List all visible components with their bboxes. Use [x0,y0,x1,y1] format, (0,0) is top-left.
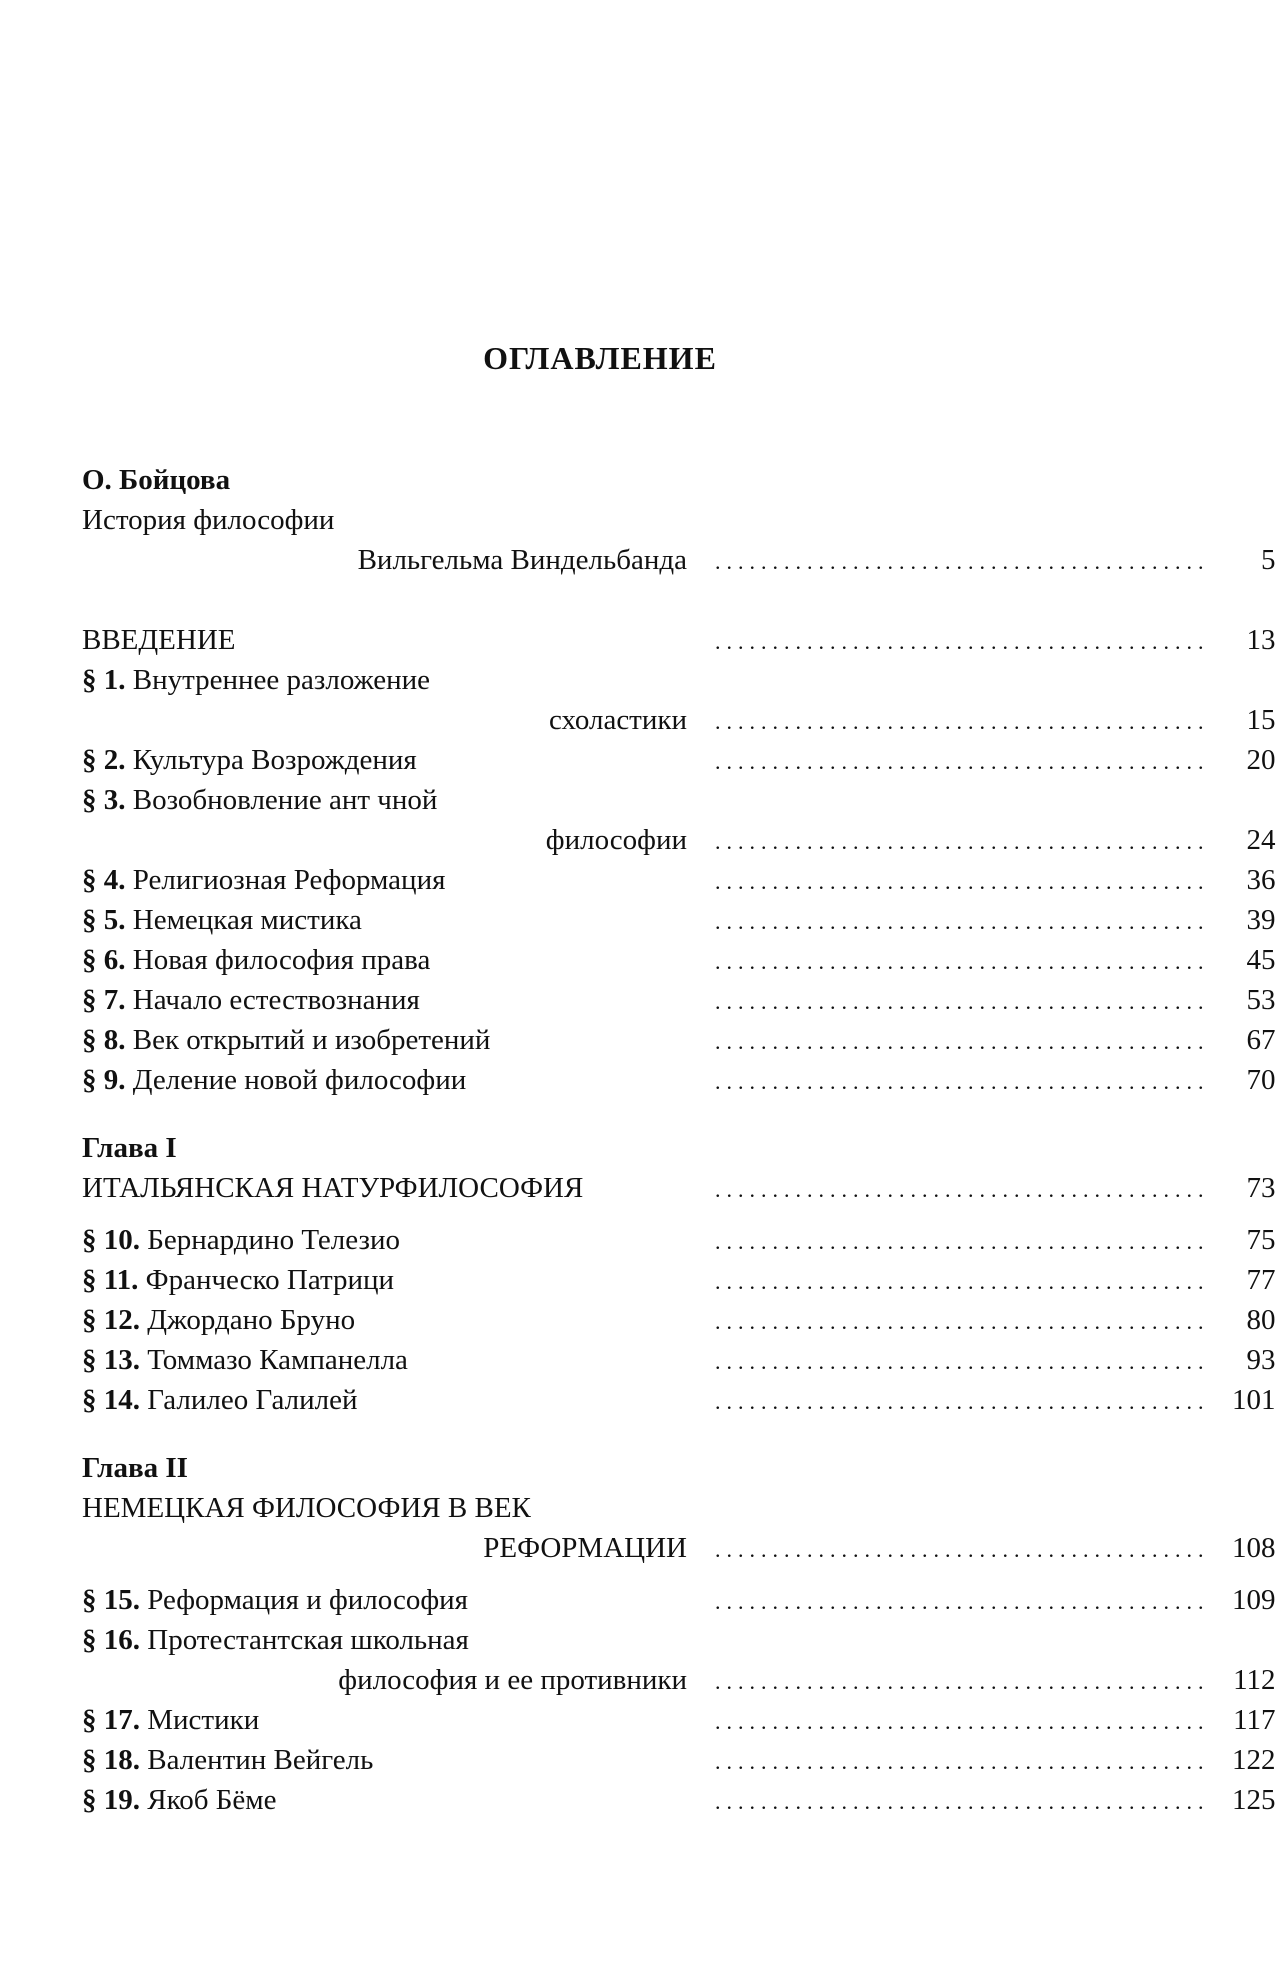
page-number: 77 [1246,1264,1276,1296]
toc-section-continuation[interactable] [82,700,1276,740]
section-number: § 10. [82,1224,140,1256]
toc-section-entry[interactable] [82,1780,1276,1820]
section-title [82,1740,687,1780]
chapter-2-sections [82,1580,1276,1820]
section-number: § 2. [82,744,126,776]
dot-leader: ........................................... [715,1029,1210,1054]
section-title-text: Реформация и философия [147,1584,469,1616]
chapter-2-title-text2: РЕФОРМАЦИИ [483,1532,687,1564]
chapter-label-text: Глава II [82,1452,188,1484]
section-title [82,1700,687,1740]
section-title [82,1260,687,1300]
toc-section-entry[interactable] [82,1260,1276,1300]
section-number: § 18. [82,1744,140,1776]
section-title-text: Немецкая мистика [132,904,362,936]
dot-leader: ........................................... [715,829,1210,854]
section-number: § 15. [82,1584,140,1616]
section-title-text: Мистики [147,1704,260,1736]
spacer [82,580,1115,620]
page-title: ОГЛАВЛЕНИЕ [483,340,717,376]
toc-section-entry[interactable] [82,780,1115,820]
dot-leader: ........................................... [715,549,1210,574]
page-number: 53 [1246,984,1276,1016]
page-number: 117 [1233,1704,1276,1736]
dot-leader: ........................................... [715,909,1210,934]
section-title [82,940,687,980]
section-title-continuation: схоластики [548,704,687,736]
introduction-entry[interactable] [82,620,1276,660]
section-title [82,1340,687,1380]
dot-leader: ........................................... [715,989,1210,1014]
page-number: 70 [1246,1064,1276,1096]
section-title [82,780,687,820]
toc-section-entry[interactable] [82,1300,1276,1340]
section-number: § 9. [82,1064,126,1096]
page-number: 75 [1246,1224,1276,1256]
chapter-label-text: Глава I [82,1132,177,1164]
toc-section-entry[interactable] [82,1020,1276,1060]
section-number: § 7. [82,984,126,1016]
dot-leader: ........................................... [715,1349,1210,1374]
page-number: 39 [1246,904,1276,936]
toc-section-entry[interactable] [82,860,1276,900]
section-number: § 16. [82,1624,140,1656]
chapter-1-title: ИТАЛЬЯНСКАЯ НАТУРФИЛОСОФИЯ [82,1172,584,1204]
toc-section-entry[interactable] [82,660,1115,700]
section-title-text: Якоб Бёме [147,1784,277,1816]
section-number: § 19. [82,1784,140,1816]
toc-section-entry[interactable] [82,1620,1115,1660]
toc-section-continuation[interactable] [82,820,1276,860]
intro-title-text2: Вильгельма Виндельбанда [357,544,687,576]
dot-leader: ........................................... [715,1229,1210,1254]
toc-section-entry[interactable] [82,1220,1276,1260]
section-title [82,1060,687,1100]
dot-leader: ........................................... [715,709,1210,734]
section-title [82,1020,687,1060]
chapter-2-entry[interactable] [82,1528,1276,1568]
section-number: § 17. [82,1704,140,1736]
dot-leader: ........................................... [715,1589,1210,1614]
page-number: 101 [1232,1384,1276,1416]
section-title-text: Начало естествознания [132,984,420,1016]
section-title [82,860,687,900]
chapter-1-sections [82,1220,1276,1420]
introduction-title: ВВЕДЕНИЕ [82,624,236,656]
section-title [82,660,687,700]
page-number: 80 [1246,1304,1276,1336]
dot-leader: ........................................... [715,1669,1210,1694]
section-title-text: Новая философия права [132,944,431,976]
section-title [82,1620,687,1660]
toc-section-entry[interactable] [82,1340,1276,1380]
section-title [82,1380,687,1420]
section-title [82,1580,687,1620]
section-title-text: Возобновление ант чной [132,784,438,816]
toc-section-entry[interactable] [82,940,1276,980]
page-number: 13 [1246,624,1276,656]
page-number: 15 [1246,704,1276,736]
chapter-2-title-line1 [82,1488,1115,1528]
dot-leader: ........................................... [715,1709,1210,1734]
intro-entry[interactable] [82,540,1276,580]
page-number: 20 [1246,744,1276,776]
dot-leader: ........................................... [715,949,1210,974]
dot-leader: ........................................... [715,629,1210,654]
toc-section-entry[interactable] [82,1060,1276,1100]
dot-leader: ........................................... [715,1389,1210,1414]
page-number: 109 [1232,1584,1276,1616]
page-number: 45 [1246,944,1276,976]
section-title [82,740,687,780]
toc-section-continuation[interactable] [82,1660,1276,1700]
section-title-text: Франческо Патрици [145,1264,395,1296]
toc-section-entry[interactable] [82,1380,1276,1420]
section-number: § 6. [82,944,126,976]
section-number: § 5. [82,904,126,936]
section-number: § 12. [82,1304,140,1336]
dot-leader: ........................................... [715,1177,1210,1202]
page-number: 36 [1246,864,1276,896]
section-title [82,1300,687,1340]
toc-section-entry[interactable] [82,1700,1276,1740]
section-title-text: Деление новой философии [132,1064,467,1096]
page-number: 93 [1246,1344,1276,1376]
section-number: § 4. [82,864,126,896]
section-title [82,1220,687,1260]
dot-leader: ........................................... [715,1537,1210,1562]
toc-section-entry[interactable] [82,1580,1276,1620]
section-title-text: Культура Возрождения [132,744,417,776]
section-title-continuation: философия и ее противники [338,1664,687,1696]
section-number: § 8. [82,1024,126,1056]
table-of-contents [82,460,1276,1820]
page-number: 125 [1232,1784,1276,1816]
chapter-2-label [82,1448,1115,1488]
chapter-1-label [82,1128,1115,1168]
toc-section-entry[interactable] [82,740,1276,780]
section-title [82,1780,687,1820]
section-number: § 14. [82,1384,140,1416]
introduction-sections [82,660,1276,1100]
section-number: § 1. [82,664,126,696]
page-number: 108 [1232,1532,1276,1564]
page-number: 122 [1232,1744,1276,1776]
page-number: 73 [1246,1172,1276,1204]
page-number: 5 [1261,544,1276,576]
toc-section-entry[interactable] [82,1740,1276,1780]
intro-title-line1 [82,500,1115,540]
section-title-text: Валентин Вейгель [147,1744,374,1776]
section-title-text: Бернардино Телезио [147,1224,400,1256]
dot-leader: ........................................... [715,749,1210,774]
section-title-text: Томмазо Кампанелла [147,1344,408,1376]
page-number: 67 [1246,1024,1276,1056]
section-title-text: Джордано Бруно [147,1304,356,1336]
dot-leader: ........................................... [715,1269,1210,1294]
spacer [82,1420,1115,1448]
intro-author-name: О. Бойцова [82,464,231,496]
section-number: § 13. [82,1344,140,1376]
section-title-text: Религиозная Реформация [132,864,446,896]
section-title-text: Век открытий и изобретений [132,1024,491,1056]
dot-leader: ........................................... [715,1749,1210,1774]
spacer [82,1100,1115,1128]
section-number: § 3. [82,784,126,816]
section-title-continuation: философии [545,824,687,856]
page-number: 24 [1246,824,1276,856]
dot-leader: ........................................... [715,1069,1210,1094]
intro-title-text1: История философии [82,504,335,536]
dot-leader: ........................................... [715,869,1210,894]
toc-section-entry[interactable] [82,980,1276,1020]
chapter-1-entry[interactable] [82,1168,1276,1208]
section-title [82,900,687,940]
intro-author [82,460,1115,500]
section-title-text: Внутреннее разложение [132,664,431,696]
dot-leader: ........................................... [715,1789,1210,1814]
toc-section-entry[interactable] [82,900,1276,940]
page-number: 112 [1233,1664,1276,1696]
section-title-text: Галилео Галилей [147,1384,358,1416]
section-number: § 11. [82,1264,139,1296]
section-title-text: Протестантская школьная [147,1624,469,1656]
section-title [82,980,687,1020]
chapter-2-title-text1: НЕМЕЦКАЯ ФИЛОСОФИЯ В ВЕК [82,1492,531,1524]
dot-leader: ........................................... [715,1309,1210,1334]
